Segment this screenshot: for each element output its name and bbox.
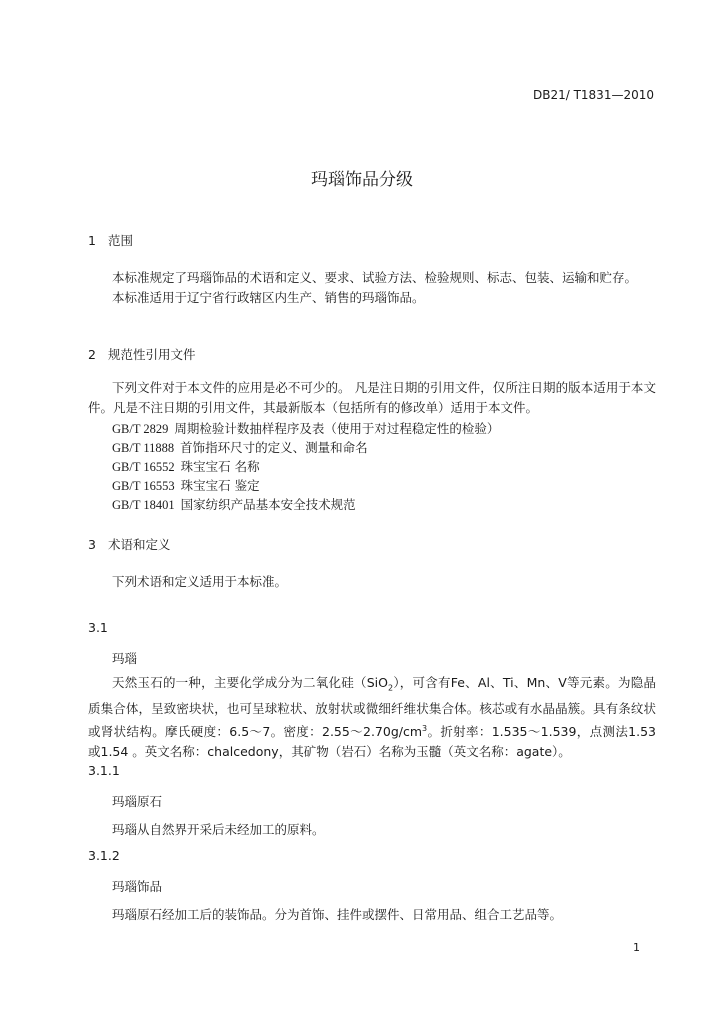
- term-agate: 玛瑙: [112, 651, 138, 666]
- reference-code: GB/T 16553: [112, 479, 175, 493]
- terms-intro: 下列术语和定义适用于本标准。: [112, 574, 288, 589]
- reference-item: [112, 419, 499, 437]
- reference-code: GB/T 18401: [112, 498, 175, 512]
- section-title: 范围: [108, 233, 134, 248]
- section-1-heading: [88, 231, 133, 249]
- normative-references-intro: 下列文件对于本文件的应用是必不可少的。 凡是注日期的引用文件，仅所注日期的版本适用于本文件。凡是不注日期的引用文件，其最新版本（包括所有的修改单）适用于本文件。: [88, 380, 656, 415]
- reference-code: GB/T 11888: [112, 441, 175, 455]
- reference-item: [112, 438, 368, 456]
- clause-3-1-1-number: 3.1.1: [88, 763, 120, 778]
- section-number: 1: [88, 233, 96, 248]
- definition-part: 。折射率：1.535～1.539，点测法1.53或1.54 。英文名称：chalcedony，其矿物（岩石）名称为玉髓（英文名称：agate）。: [88, 723, 656, 759]
- scope-paragraph-1: 本标准规定了玛瑙饰品的术语和定义、要求、试验方法、检验规则、标志、包装、运输和贮存。: [112, 270, 638, 285]
- term-agate-rough: 玛瑙原石: [112, 794, 163, 809]
- term-agate-jewelry: 玛瑙饰品: [112, 879, 163, 894]
- section-number: 2: [88, 347, 96, 362]
- scope-paragraph-2: 本标准适用于辽宁省行政辖区内生产、销售的玛瑙饰品。: [112, 290, 425, 305]
- definition-agate-jewelry: 玛瑙原石经加工后的装饰品。分为首饰、挂件或摆件、日常用品、组合工艺品等。: [112, 907, 563, 922]
- reference-name: 周期检验计数抽样程序及表（使用于对过程稳定性的检验）: [174, 421, 500, 436]
- clause-3-1-number: 3.1: [88, 620, 108, 635]
- clause-3-1-2-number: 3.1.2: [88, 848, 120, 863]
- reference-code: GB/T 2829: [112, 422, 169, 436]
- definition-part: ），可含有Fe、Al、Ti、Mn、V等元素。为隐晶质集合体，呈致密块状，也可呈球粒状、放射状或微细纤维状集合体。核芯或有水晶晶簇。具有条纹状或肾状结构。摩氏硬度：6.5～7。密度：2.55～2.70g/cm: [88, 675, 656, 739]
- reference-code: GB/T 16552: [112, 460, 175, 474]
- standard-code: DB21/ T1831—2010: [532, 88, 654, 102]
- section-title: 术语和定义: [108, 537, 171, 552]
- definition-part: 天然玉石的一种，主要化学成分为二氧化硅（SiO: [112, 675, 388, 690]
- page-number: 1: [633, 941, 640, 954]
- reference-name: 珠宝宝石 名称: [180, 459, 260, 474]
- reference-name: 珠宝宝石 鉴定: [180, 478, 260, 493]
- reference-item: [112, 476, 260, 494]
- section-number: 3: [88, 537, 96, 552]
- reference-name: 国家纺织产品基本安全技术规范: [180, 497, 356, 512]
- reference-item: [112, 495, 356, 513]
- reference-item: [112, 457, 260, 475]
- section-title: 规范性引用文件: [108, 347, 196, 362]
- subscript: 2: [387, 683, 394, 693]
- reference-name: 首饰指环尺寸的定义、测量和命名: [180, 440, 368, 455]
- definition-agate-rough: 玛瑙从自然界开采后未经加工的原料。: [112, 822, 325, 837]
- document-title: 玛瑙饰品分级: [311, 170, 413, 190]
- section-2-heading: [88, 345, 196, 363]
- definition-agate: [88, 673, 656, 762]
- section-3-heading: [88, 535, 171, 553]
- superscript: 3: [422, 723, 428, 733]
